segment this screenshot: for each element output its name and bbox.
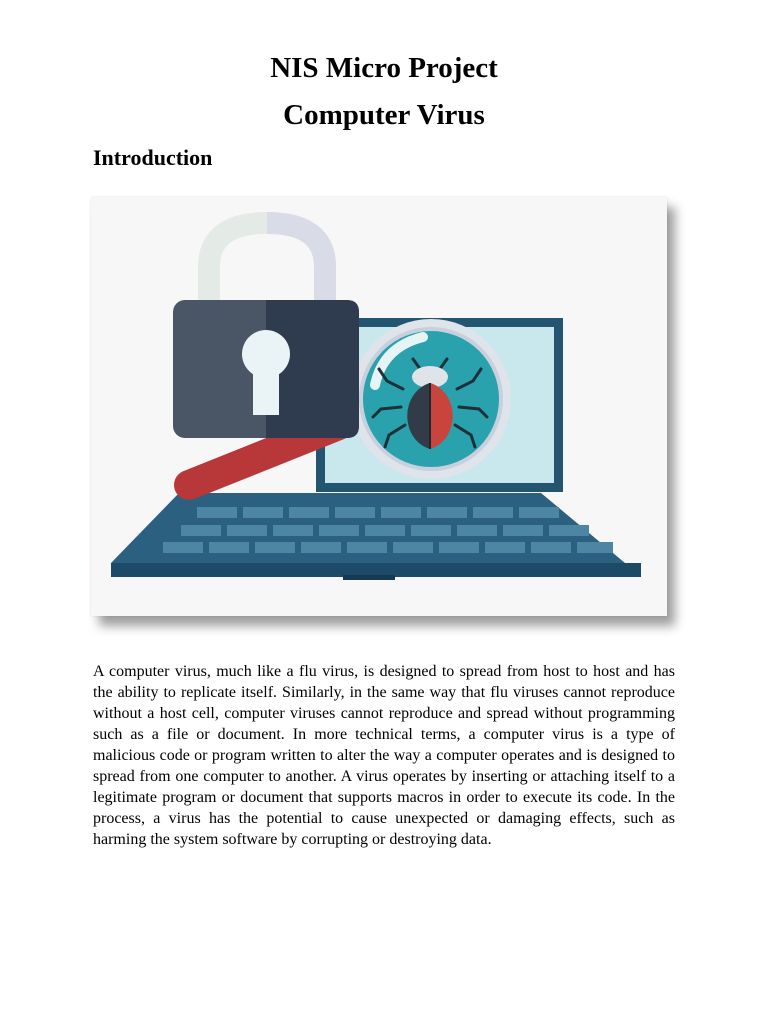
padlock-shackle xyxy=(209,223,325,309)
introduction-paragraph: A computer virus, much like a flu virus, is designed to spread from host to host and has the ability to replicate itself. Similarly, in the same way that flu viruses cannot reproduce without a host cell, computer viruses cannot reproduce and spread without programming such as a file or document. In more technical terms, a computer virus is a type of malicious code or program written to alter the way a computer operates and is designed to spread from one computer to another. A virus operates by inserting or attaching itself to a legitimate program or document that supports macros in order to execute its code. In the process, a virus has the potential to cause unexpected or damaging effects, such as harming the system software by corrupting or destroying data. xyxy=(93,663,675,848)
section-heading-introduction: Introduction xyxy=(93,145,213,170)
virus-illustration xyxy=(91,197,667,616)
padlock-icon xyxy=(173,300,359,438)
document-title: NIS Micro Project xyxy=(270,52,498,84)
document-subtitle: Computer Virus xyxy=(283,99,485,131)
